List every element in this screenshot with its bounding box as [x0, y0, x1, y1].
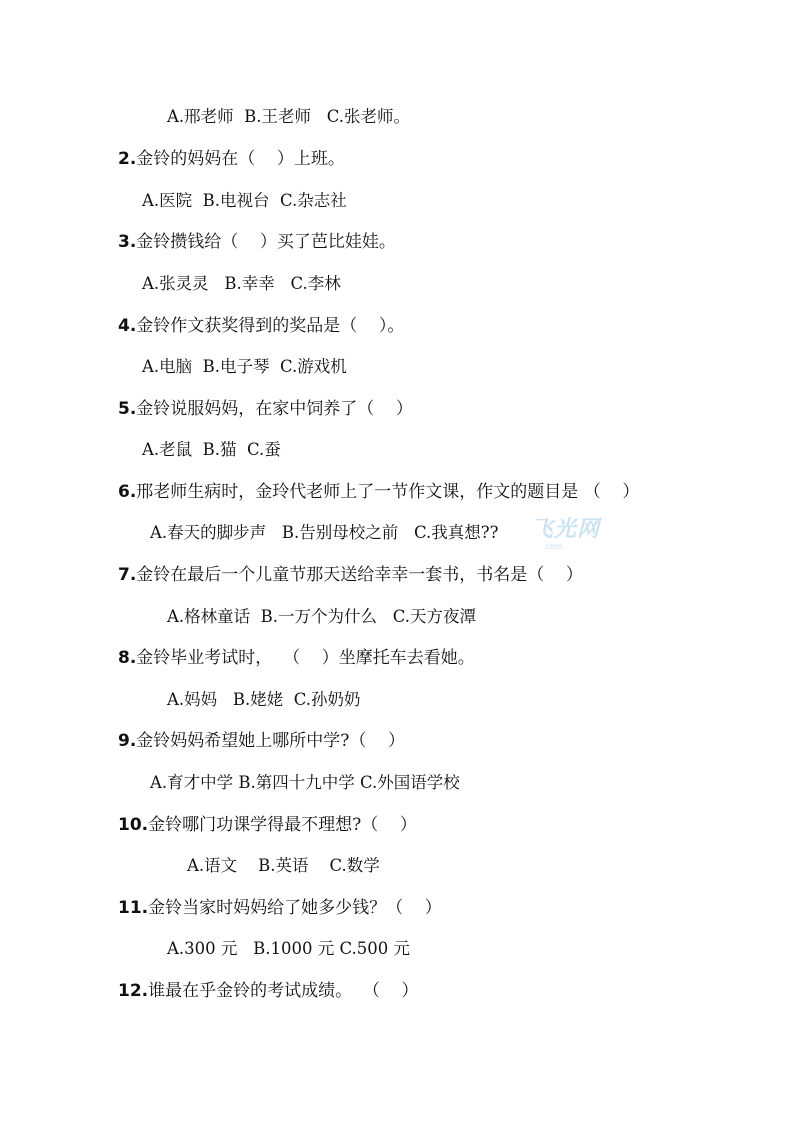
question-text: 金铃毕业考试时， （ ）坐摩托车去看她。: [136, 648, 475, 668]
watermark-text: 飞光网: [531, 517, 601, 542]
question-text: 金铃哪门功课学得最不理想?（ ）: [148, 815, 417, 835]
question-number: 3.: [118, 232, 137, 252]
question-number: 5.: [118, 399, 137, 419]
q6-options: A.春天的脚步声 B.告别母校之前 C.我真想??: [150, 523, 499, 542]
question-number: 2.: [118, 149, 137, 169]
q9-options: A.育才中学 B.第四十九中学 C.外国语学校: [150, 773, 460, 792]
question-text: 金铃说服妈妈，在家中饲养了（ ）: [136, 399, 413, 419]
q7-options: A.格林童话 B.一万个为什么 C.天方夜潭: [167, 607, 477, 626]
question-number: 12.: [118, 981, 149, 1001]
question-3: [118, 230, 396, 254]
question-number: 7.: [118, 565, 137, 585]
question-11: [118, 896, 442, 920]
q5-options: A.老鼠 B.猫 C.蚕: [142, 440, 281, 459]
q2-options: A.医院 B.电视台 C.杂志社: [142, 191, 347, 210]
question-number: 10.: [118, 815, 149, 835]
question-6: [118, 480, 639, 504]
question-12: [118, 979, 419, 1003]
q8-options: A.妈妈 B.姥姥 C.孙奶奶: [167, 690, 361, 709]
question-2: [118, 147, 345, 171]
q3-options: A.张灵灵 B.幸幸 C.李林: [142, 274, 341, 293]
question-text: 金铃在最后一个儿童节那天送给幸幸一套书，书名是（ ）: [136, 565, 583, 585]
question-10: [118, 813, 417, 837]
question-number: 6.: [118, 482, 137, 502]
q10-options: A.语文 B.英语 C.数学: [187, 856, 380, 875]
question-text: 金铃妈妈希望她上哪所中学?（ ）: [136, 731, 406, 751]
question-7: [118, 563, 583, 587]
question-text: 金铃攒钱给（ ）买了芭比娃娃。: [136, 232, 396, 252]
question-9: [118, 729, 405, 753]
question-text: 金铃的妈妈在（ ）上班。: [136, 149, 345, 169]
question-text: 邢老师生病时，金玲代老师上了一节作文课，作文的题目是 （ ）: [136, 482, 640, 502]
watermark-subtext: .com: [543, 542, 563, 551]
q1-options: A.邢老师 B.王老师 C.张老师。: [167, 107, 411, 126]
question-4: [118, 314, 404, 338]
question-text: 金铃作文获奖得到的奖品是（ ）。: [136, 316, 405, 336]
question-5: [118, 397, 413, 421]
q4-options: A.电脑 B.电子琴 C.游戏机: [142, 357, 347, 376]
question-number: 8.: [118, 648, 137, 668]
question-number: 11.: [118, 898, 149, 918]
question-number: 9.: [118, 731, 137, 751]
question-number: 4.: [118, 316, 137, 336]
question-text: 谁最在乎金铃的考试成绩。 （ ）: [148, 981, 419, 1001]
question-8: [118, 646, 475, 670]
question-text: 金铃当家时妈妈给了她多少钱？（ ）: [148, 898, 442, 918]
q11-options: A.300 元 B.1000 元 C.500 元: [167, 939, 411, 958]
